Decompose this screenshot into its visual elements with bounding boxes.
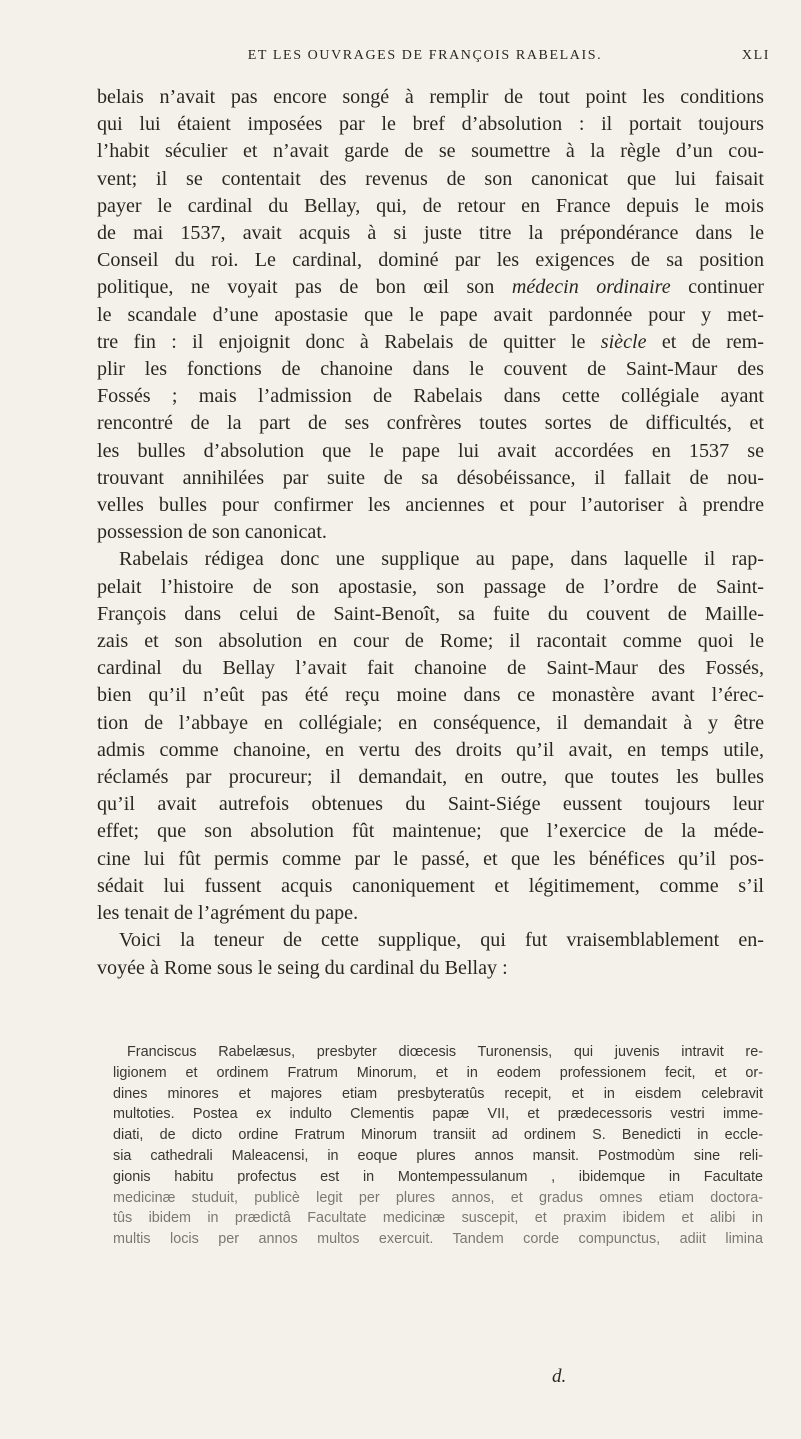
- text-fragment: continuer: [670, 276, 764, 299]
- text-fragment: tre fin : il enjoignit donc à Rabelais de quitter le: [97, 330, 601, 353]
- text-line: bien qu’il n’eût pas été reçu moine dans ce monastère avant l’érec-: [97, 684, 764, 707]
- text-line: payer le cardinal du Bellay, qui, de retour en France depuis le mois: [97, 194, 764, 217]
- quote-line: Franciscus Rabelæsus, presbyter diœcesis Turonensis, qui juvenis intravit re-: [127, 1044, 763, 1060]
- emphasis: siècle: [600, 330, 647, 353]
- emphasis: médecin ordinaire: [511, 276, 671, 299]
- quote-line: sia cathedrali Maleacensi, in eoque plures annos mansit. Postmodùm sine reli-: [113, 1147, 763, 1164]
- text-line: les tenait de l’agrément du pape.: [97, 902, 359, 925]
- text-line: plir les fonctions de chanoine dans le couvent de Saint-Maur des: [97, 358, 764, 381]
- paragraph-2: [97, 546, 764, 927]
- text-fragment: politique, ne voyait pas de bon œil son: [97, 276, 512, 299]
- text-line: admis comme chanoine, en vertu des droits qu’il avait, en temps utile,: [97, 738, 764, 761]
- text-line: velles bulles pour confirmer les anciennes et pour l’autoriser à prendre: [97, 494, 764, 517]
- text-line: effet; que son absolution fût maintenue; que l’exercice de la méde-: [97, 820, 764, 843]
- quote-continuation: d.: [552, 1366, 567, 1387]
- quote-line: ligionem et ordinem Fratrum Minorum, et in eodem professionem fecit, et or-: [113, 1064, 763, 1081]
- text-line: possession de son canonicat.: [97, 521, 327, 544]
- quote-line: multis locis per annos multos exercuit. Tandem corde compunctus, adiit limina: [113, 1231, 763, 1248]
- paragraph-3: [97, 927, 764, 981]
- text-line: tion de l’abbaye en collégiale; en conséquence, il demandait à y être: [97, 711, 764, 734]
- text-line: l’habit séculier et n’avait garde de se soumettre à la règle d’un cou-: [97, 140, 764, 163]
- latin-supplication: [113, 1042, 763, 1250]
- text-line: [97, 329, 764, 356]
- quote-line: medicinæ studuit, publicè legit per plures annos, et gradus omnes etiam doctora-: [113, 1189, 763, 1206]
- quote-line: dines minores et majores etiam presbyteratûs recepit, et in eisdem celebravit: [113, 1085, 763, 1102]
- body-text: [97, 84, 764, 982]
- text-line: François dans celui de Saint-Benoît, sa fuite du couvent de Maille-: [97, 602, 764, 625]
- quote-line: tûs ibidem in prædictâ Facultate medicinæ suscepit, et praxim ibidem et alibi in: [113, 1210, 763, 1227]
- text-line: cine lui fût permis comme par le passé, et que les bénéfices qu’il pos-: [97, 847, 764, 870]
- text-line: Conseil du roi. Le cardinal, dominé par les exigences de sa position: [97, 249, 764, 272]
- text-line: réclamés par procureur; il demandait, en outre, que toutes les bulles: [97, 766, 764, 789]
- text-line: le scandale d’une apostasie que le pape avait pardonnée pour y met-: [97, 303, 764, 326]
- text-line: Rabelais rédigea donc une supplique au pape, dans laquelle il rap-: [119, 548, 764, 571]
- quote-line: diati, de dicto ordine Fratrum Minorum transiit ad ordinem S. Benedicti in eccle-: [113, 1127, 763, 1144]
- text-line: qui lui étaient imposées par le bref d’absolution : il portait toujours: [97, 113, 764, 136]
- text-line: Voici la teneur de cette supplique, qui fut vraisemblablement en-: [119, 929, 764, 952]
- text-line: sédait lui fussent acquis canoniquement et légitimement, comme s’il: [97, 874, 764, 897]
- quote-line: gionis habitu profectus est in Montempessulanum , ibidemque in Facultate: [113, 1168, 763, 1185]
- running-title: ET LES OUVRAGES DE FRANÇOIS RABELAIS.: [247, 48, 603, 63]
- text-line: Fossés ; mais l’admission de Rabelais dans cette collégiale ayant: [97, 385, 764, 408]
- page-number: XLI: [741, 48, 770, 63]
- text-line: [97, 274, 764, 301]
- text-line: voyée à Rome sous le seing du cardinal du Bellay :: [97, 956, 508, 979]
- text-line: cardinal du Bellay l’avait fait chanoine de Saint-Maur des Fossés,: [97, 657, 764, 680]
- text-line: de mai 1537, avait acquis à si juste titre la prépondérance dans le: [97, 222, 764, 245]
- text-fragment: et de rem-: [646, 330, 764, 353]
- text-line: pelait l’histoire de son apostasie, son passage de l’ordre de Saint-: [97, 575, 764, 598]
- text-line: zais et son absolution en cour de Rome; il racontait comme quoi le: [97, 630, 764, 653]
- text-line: belais n’avait pas encore songé à remplir de tout point les conditions: [97, 86, 764, 108]
- text-line: vent; il se contentait des revenus de son canonicat que lui faisait: [97, 167, 764, 190]
- text-line: trouvant annihilées par suite de sa désobéissance, il fallait de nou-: [97, 466, 764, 489]
- text-line: rencontré de la part de ses confrères toutes sortes de difficultés, et: [97, 412, 764, 435]
- paragraph-1: [97, 84, 764, 546]
- quote-line: multoties. Postea ex indulto Clementis papæ VII, et prædecessoris vestri imme-: [113, 1106, 763, 1123]
- text-line: qu’il avait autrefois obtenues du Saint-Siége eussent toujours leur: [97, 793, 764, 816]
- text-line: les bulles d’absolution que le pape lui avait accordées en 1537 se: [97, 439, 764, 462]
